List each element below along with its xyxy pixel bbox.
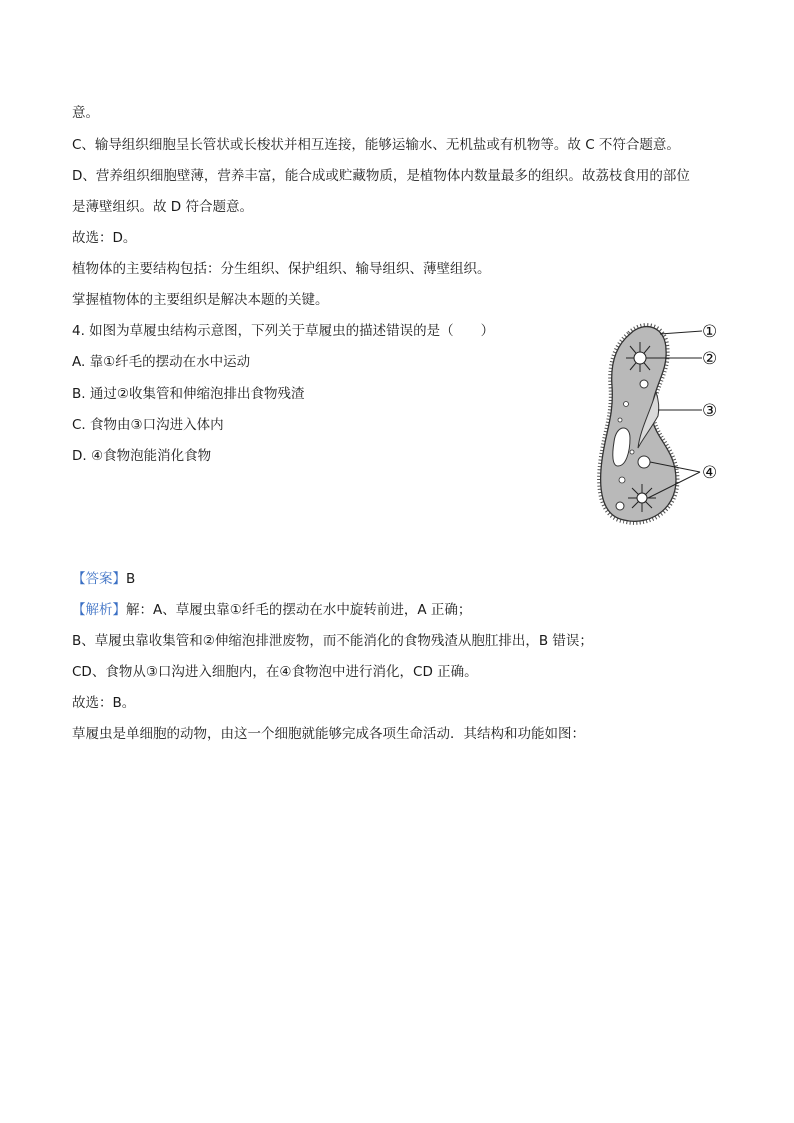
prev-option-d-line2: 是薄壁组织。故 D 符合题意。 (72, 199, 253, 215)
food-vacuole-1 (638, 456, 650, 468)
food-vacuole-7 (630, 450, 634, 454)
figure-label-4: ④ (702, 463, 718, 483)
analysis-line-1 (72, 601, 471, 619)
prev-option-d-line1: D、营养组织细胞壁薄，营养丰富，能合成或贮藏物质，是植物体内数量最多的组织。故荔枝食用的部位 (72, 168, 690, 184)
question-stem: 4. 如图为草履虫结构示意图，下列关于草履虫的描述错误的是（ ） (72, 323, 495, 339)
answer-tag: 【答案】 (72, 571, 126, 587)
answer-value: B (126, 571, 136, 587)
analysis-line-3: CD、食物从③口沟进入细胞内，在④食物泡中进行消化，CD 正确。 (72, 664, 478, 680)
prev-analysis: 植物体的主要结构包括：分生组织、保护组织、输导组织、薄壁组织。 (72, 261, 491, 277)
analysis-line-2: B、草履虫靠收集管和②伸缩泡排泄废物，而不能消化的食物残渣从胞肛排出，B 错误； (72, 633, 593, 649)
prev-answer: 故选：D。 (72, 230, 137, 246)
contractile-vacuole-bottom (628, 484, 656, 512)
figure-label-3: ③ (702, 401, 718, 421)
food-vacuole-3 (640, 380, 648, 388)
food-vacuole-4 (619, 477, 625, 483)
paramecium-diagram (596, 320, 726, 530)
leader-line-1 (660, 331, 702, 334)
prev-line-tail: 意。 (72, 105, 99, 121)
note-line: 草履虫是单细胞的动物，由这一个细胞就能够完成各项生命活动．其结构和功能如图： (72, 726, 585, 742)
prev-key-point: 掌握植物体的主要组织是解决本题的关键。 (72, 292, 329, 308)
option-d: D. ④食物泡能消化食物 (72, 448, 212, 464)
food-vacuole-5 (624, 402, 629, 407)
figure-label-1: ① (702, 322, 718, 342)
food-vacuole-6 (618, 418, 622, 422)
choice-line: 故选：B。 (72, 695, 136, 711)
option-b: B. 通过②收集管和伸缩泡排出食物残渣 (72, 386, 305, 402)
prev-option-c: C、输导组织细胞呈长管状或长梭状并相互连接，能够运输水、无机盐或有机物等。故 C 不符合题意。 (72, 137, 680, 153)
option-c: C. 食物由③口沟进入体内 (72, 417, 224, 433)
figure-label-2: ② (702, 349, 718, 369)
analysis-tag: 【解析】 (72, 602, 126, 618)
answer-line (72, 570, 135, 588)
analysis-text-1: 解：A、草履虫靠①纤毛的摆动在水中旋转前进，A 正确； (126, 602, 472, 618)
food-vacuole-2 (616, 502, 624, 510)
option-a: A. 靠①纤毛的摆动在水中运动 (72, 354, 251, 370)
